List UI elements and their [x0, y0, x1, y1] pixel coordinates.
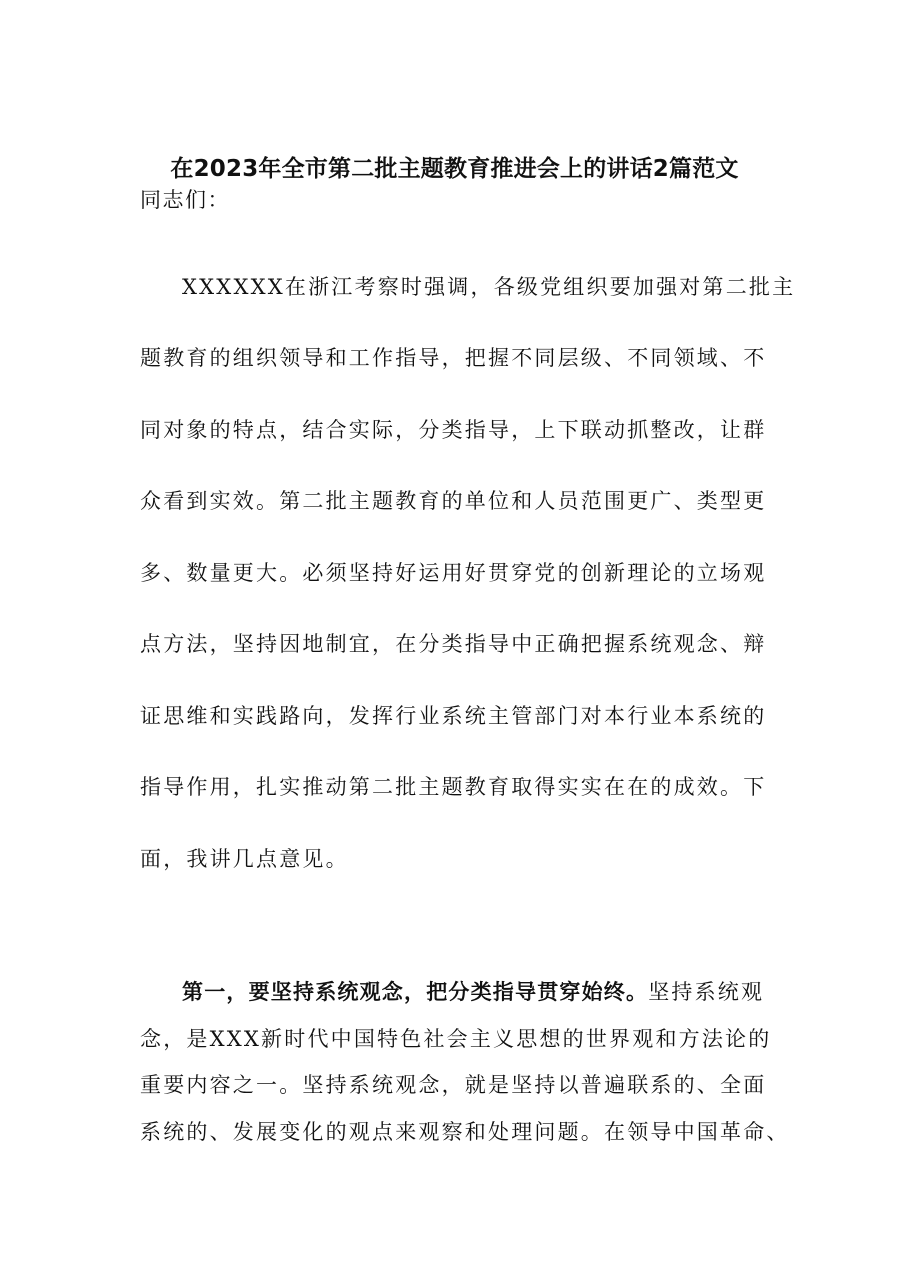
paragraph-line: 系统的、发展变化的观点来观察和处理问题。在领导中国革命、	[140, 1120, 790, 1144]
paragraph-line: 念，是XXX新时代中国特色社会主义思想的世界观和方法论的	[140, 1027, 772, 1051]
section-first-line	[182, 976, 764, 1008]
paragraph-line: XXXXXX在浙江考察时强调，各级党组织要加强对第二批主	[182, 275, 796, 299]
salutation: 同志们：	[140, 188, 230, 212]
paragraph-line: 众看到实效。第二批主题教育的单位和人员范围更广、类型更	[140, 489, 767, 513]
paragraph-line: 面，我讲几点意见。	[140, 847, 349, 871]
paragraph-line: 题教育的组织领导和工作指导，把握不同层级、不同领域、不	[140, 346, 767, 370]
paragraph-line: 同对象的特点，结合实际，分类指导，上下联动抓整改，让群	[140, 418, 767, 442]
paragraph-line: 指导作用，扎实推动第二批主题教育取得实实在在的成效。下	[140, 775, 767, 799]
section-first-line-rest: 坚持系统观	[648, 980, 765, 1004]
section-heading: 第一，要坚持系统观念，把分类指导贯穿始终。	[182, 980, 649, 1004]
document-title: 在2023年全市第二批主题教育推进会上的讲话2篇范文	[170, 156, 739, 182]
paragraph-line: 证思维和实践路向，发挥行业系统主管部门对本行业本系统的	[140, 704, 767, 728]
paragraph-line: 点方法，坚持因地制宜，在分类指导中正确把握系统观念、辩	[140, 632, 767, 656]
paragraph-line: 重要内容之一。坚持系统观念，就是坚持以普遍联系的、全面	[140, 1073, 767, 1097]
paragraph-line: 多、数量更大。必须坚持好运用好贯穿党的创新理论的立场观	[140, 561, 767, 585]
